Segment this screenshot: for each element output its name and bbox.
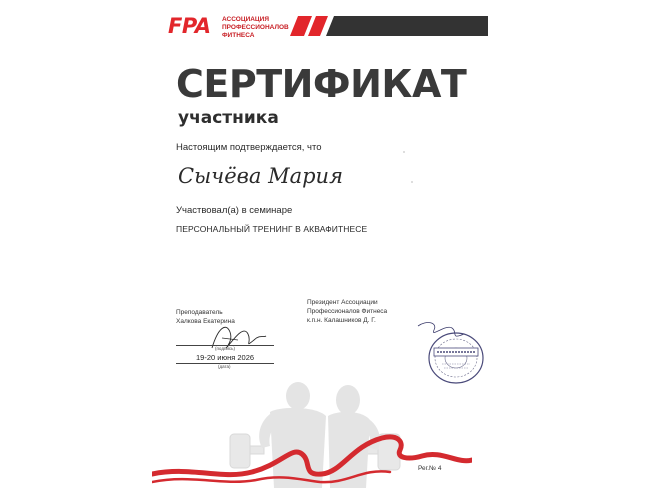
scan-speck: [403, 151, 405, 153]
certificate-subtitle: участника: [178, 108, 279, 128]
president-line: Профессионалов Фитнеса: [307, 308, 388, 315]
president-block: [307, 298, 387, 325]
header-stripe-bar: [290, 16, 488, 36]
teacher-role: Преподаватель: [176, 309, 223, 316]
seminar-title: ПЕРСОНАЛЬНЫЙ ТРЕНИНГ В АКВАФИТНЕСЕ: [176, 224, 368, 234]
participated-text: Участвовал(а) в семинаре: [176, 205, 293, 216]
teacher-name: Халкова Екатерина: [176, 318, 235, 325]
header-dark-bar: [326, 16, 488, 36]
header-red-stripe: [290, 16, 312, 36]
association-line: ПРОФЕССИОНАЛОВ: [222, 24, 289, 31]
fpa-logo: FPA: [168, 14, 211, 38]
header-red-stripe: [308, 16, 328, 36]
association-line: ФИТНЕСА: [222, 32, 255, 39]
association-line: АССОЦИАЦИЯ: [222, 16, 270, 23]
seminar-dates: 19-20 июня 2026: [196, 353, 255, 362]
president-line: к.п.н. Калашников Д. Г.: [307, 317, 376, 324]
president-line: Президент Ассоциации: [307, 299, 378, 306]
certificate-title: СЕРТИФИКАТ: [176, 62, 467, 106]
participant-name: Сычёва Мария: [178, 164, 343, 188]
date-caption: (дата): [218, 364, 231, 369]
confirm-text: Настоящим подтверждается, что: [176, 142, 322, 153]
scan-speck: [411, 181, 413, 183]
signature-caption: (подпись): [215, 346, 236, 351]
registration-number: Рег.№ 4: [418, 465, 442, 472]
